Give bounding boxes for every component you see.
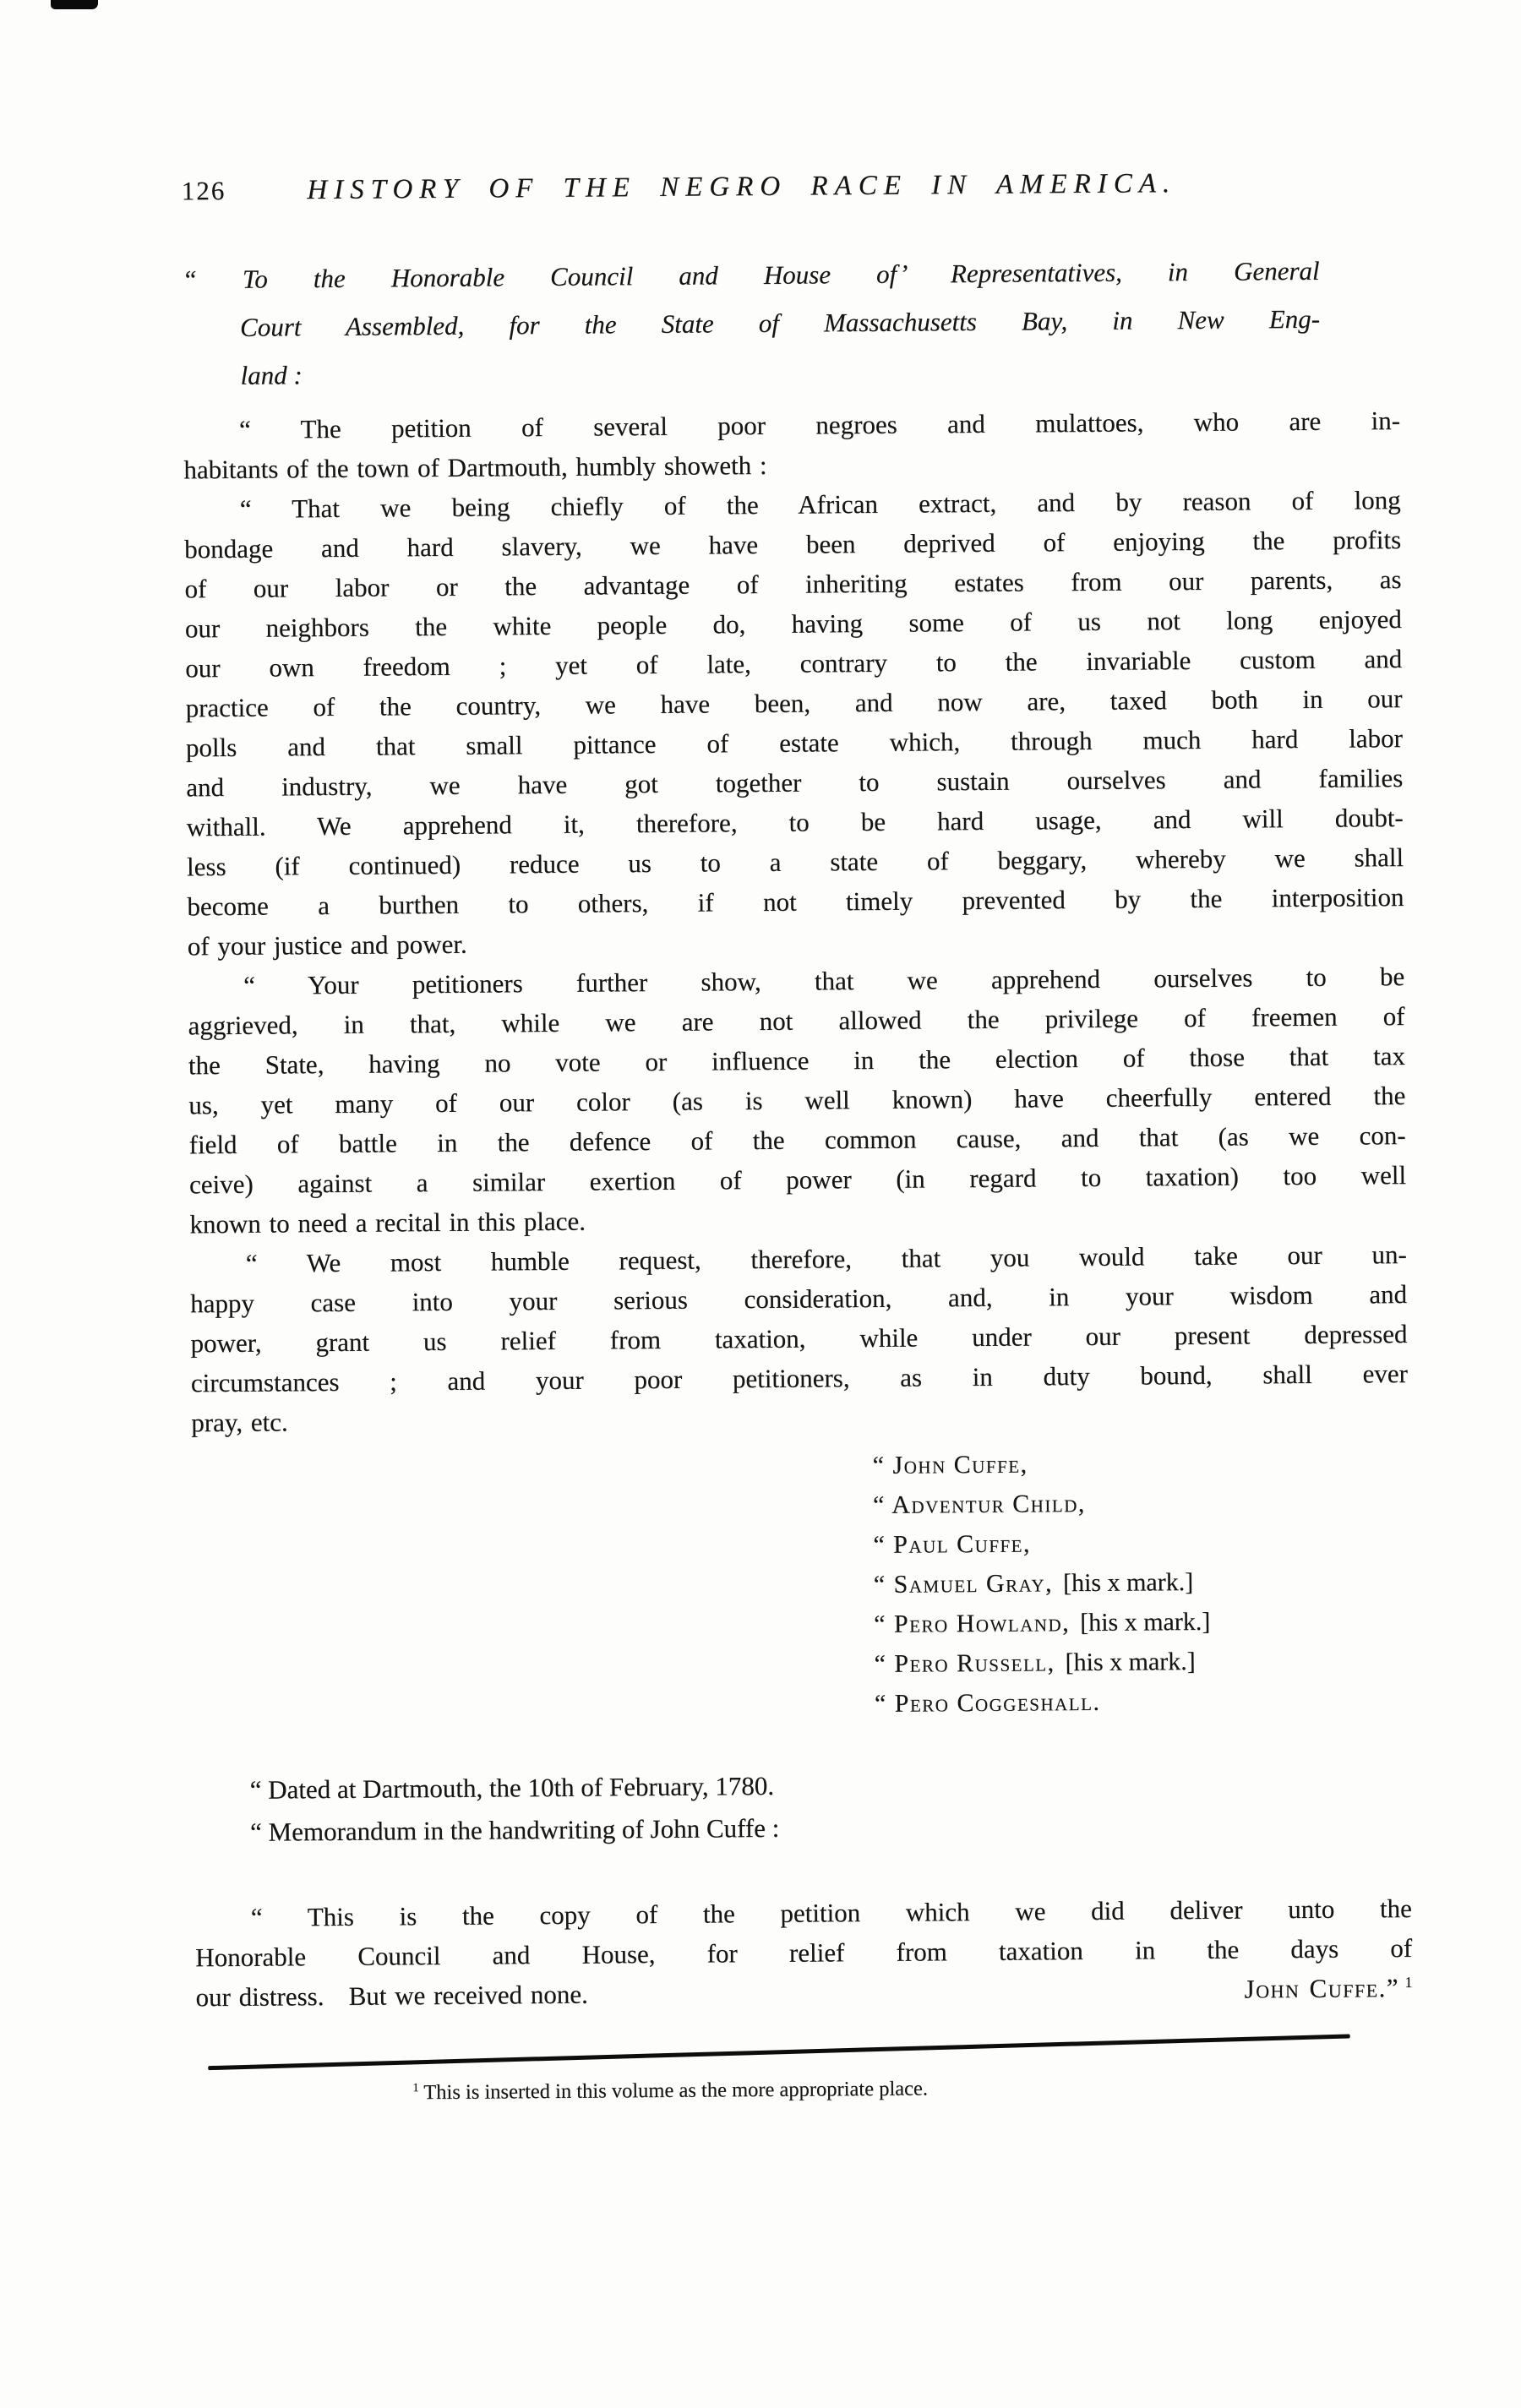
signer-name: “ Pero Howland, <box>874 1609 1071 1638</box>
text-line: become a burthen to others, if not timely prevented by the interposition <box>187 882 1404 922</box>
text-line: of your justice and power. <box>187 929 467 962</box>
signer-name: “ Paul Cuffe, <box>873 1529 1032 1559</box>
text-line: less (if continued) reduce us to a state of beggary, whereby we shall <box>186 842 1404 882</box>
signature-line <box>873 1481 1409 1525</box>
signer-mark: [his x mark.] <box>1065 1647 1196 1677</box>
text-line: “ The petition of several poor negroes and mulattoes, who are in- <box>238 406 1401 444</box>
text-line: the State, having no vote or influence in the election of those that tax <box>188 1041 1406 1081</box>
salutation-line: “ To the Honorable Council and House of’ Representatives, in General <box>182 255 1320 295</box>
signer-name: “ Adventur Child, <box>872 1489 1086 1519</box>
closing-text: our distress. But we received none. <box>195 1979 588 2013</box>
text-line: withall. We apprehend it, therefore, to be hard usage, and will doubt- <box>186 803 1404 842</box>
signature-line <box>873 1521 1409 1565</box>
petition-body <box>183 400 1409 1442</box>
footnote <box>196 2071 1413 2109</box>
text-line: us, yet many of our color (as is well known) have cheerfully entered the <box>188 1081 1406 1120</box>
text-line: bondage and hard slavery, we have been deprived of enjoying the profits <box>183 525 1402 564</box>
text-line: of our labor or the advantage of inheriting estates from our parents, as <box>184 564 1402 604</box>
signature-line <box>874 1640 1409 1684</box>
text-line: and industry, we have got together to sustain ourselves and families <box>186 763 1404 803</box>
signer-name: “ Pero Russell, <box>874 1648 1055 1678</box>
text-line: our own freedom ; yet of late, contrary to the invariable custom and <box>185 644 1403 684</box>
text-line: polls and that small pittance of estate which, through much hard labor <box>185 723 1404 763</box>
signer-mark: [his x mark.] <box>1079 1607 1211 1637</box>
text-line: pray, etc. <box>191 1407 288 1438</box>
signature-list <box>872 1441 1410 1724</box>
signature-line <box>874 1561 1409 1604</box>
closing-signature: John Cuffe.” $^1$ <box>1244 1973 1413 2004</box>
text-line: our neighbors the white people do, having some of us not long enjoyed <box>184 604 1402 644</box>
salutation-line: land : <box>240 360 303 390</box>
running-title: HISTORY OF THE NEGRO RACE IN AMERICA. <box>307 168 1177 206</box>
text-line: known to need a recital in this place. <box>189 1206 586 1239</box>
footnote-text: This is inserted in this volume as the more appropriate place. <box>423 2077 929 2105</box>
closing-last-line <box>195 1968 1412 2017</box>
text-line: field of battle in the defence of the common cause, and that (as we con- <box>188 1120 1406 1160</box>
dated-memo-block <box>194 1760 1411 1854</box>
text-line: “ We most humble request, therefore, that you would take our un- <box>245 1239 1407 1278</box>
text-line: aggrieved, in that, while we are not allowed the privilege of freemen of <box>188 1001 1405 1041</box>
footnote-reference: 1 <box>1404 1973 1413 1991</box>
signature-line <box>875 1680 1410 1724</box>
page-number: 126 <box>181 175 226 206</box>
text-line: ceive) against a similar exertion of power (in regard to taxation) too well <box>188 1160 1407 1200</box>
text-line: habitants of the town of Dartmouth, humbly showeth : <box>183 449 767 485</box>
text-line: Honorable Council and House, for relief from taxation in the days of <box>195 1932 1413 1973</box>
text-line: circumstances ; and your poor petitioners, as in duty bound, shall ever <box>190 1359 1408 1398</box>
dated-line: “ Dated at Dartmouth, the 10th of February, 1780. <box>249 1770 775 1805</box>
text-line: “ Your petitioners further show, that we apprehend ourselves to be <box>243 962 1405 1000</box>
text-line: happy case into your serious consideration, and, in your wisdom and <box>190 1279 1408 1319</box>
footnote-marker: 1 <box>412 2081 419 2095</box>
signature-line <box>874 1600 1409 1644</box>
memorandum-line: “ Memorandum in the handwriting of John Cuffe : <box>249 1812 780 1847</box>
closing-paragraph <box>195 1888 1413 2017</box>
text-line: power, grant us relief from taxation, while under our present depressed <box>190 1319 1408 1359</box>
text-line: “ This is the copy of the petition which we did deliver unto the <box>250 1893 1412 1932</box>
footnote-rule <box>208 2034 1350 2070</box>
signer-name: “ John Cuffe, <box>872 1450 1028 1479</box>
running-head <box>182 166 1398 216</box>
signer-name: “ Pero Coggeshall. <box>874 1687 1101 1718</box>
petition-salutation <box>182 247 1320 400</box>
signature-line <box>872 1441 1408 1485</box>
page-content <box>182 166 1414 2109</box>
salutation-line: Court Assembled, for the State of Massachusetts Bay, in New Eng- <box>239 303 1321 342</box>
text-line: “ That we being chiefly of the African extract, and by reason of long <box>239 485 1401 524</box>
signer-name: “ Samuel Gray, <box>873 1569 1054 1599</box>
signer-mark: [his x mark.] <box>1062 1568 1194 1598</box>
text-line: practice of the country, we have been, and now are, taxed both in our <box>185 684 1403 723</box>
